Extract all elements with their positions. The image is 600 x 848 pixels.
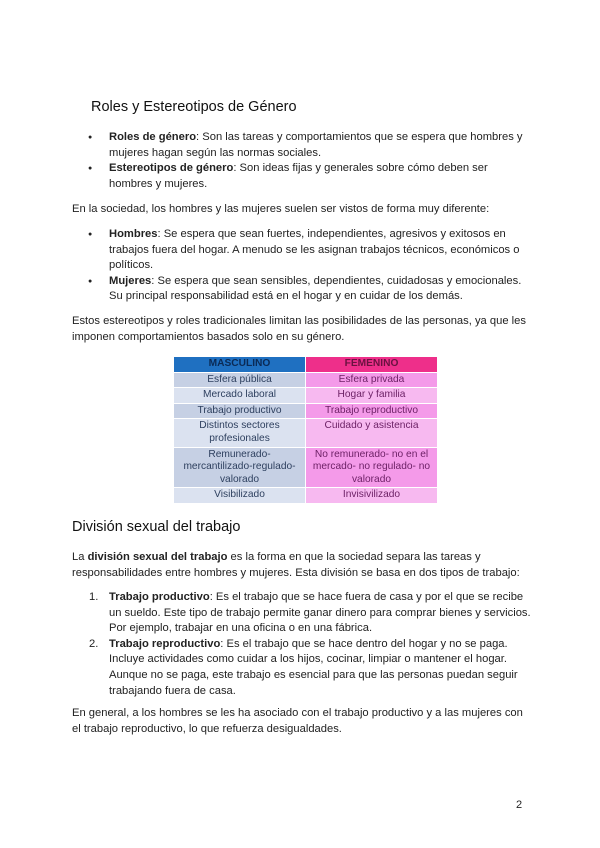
division-intro (72, 550, 532, 581)
cell-femenino: Invisivilizado (306, 488, 438, 504)
term: Mujeres (109, 274, 152, 287)
view-text: : Se espera que sean sensibles, dependientes, cuidadosas y emocionales. Su principal responsabilidad está en el hogar y en cuidar de los demás. (109, 274, 522, 303)
work-types-list (72, 590, 532, 699)
page-number: 2 (516, 799, 523, 811)
cell-masculino: Trabajo productivo (174, 403, 306, 419)
list-item (72, 227, 532, 274)
section-title-division: División sexual del trabajo (72, 519, 241, 535)
section-title-roles: Roles y Estereotipos de Género (91, 99, 297, 115)
intro-post: es la forma en que la sociedad separa las tareas y responsabilidades entre hombres y mujeres. Esta división se basa en dos tipos de trabajo: (72, 551, 520, 579)
cell-masculino: Remunerado- mercantilizado-regulado- valorado (174, 447, 306, 488)
cell-femenino: Esfera privada (306, 372, 438, 388)
header-masculino: MASCULINO (174, 357, 306, 373)
table-row (174, 372, 438, 388)
intro-paragraph: En la sociedad, los hombres y las mujeres suelen ser vistos de forma muy diferente: (72, 203, 490, 215)
item-number: 2. (89, 637, 99, 650)
cell-femenino: Hogar y familia (306, 388, 438, 404)
definition-text: : Son las tareas y comportamientos que se espera que hombres y mujeres hagan según las normas sociales. (109, 131, 523, 159)
table-row (174, 403, 438, 419)
cell-femenino: Trabajo reproductivo (306, 403, 438, 419)
definitions-list (72, 130, 532, 192)
division-conclusion: En general, a los hombres se les ha asociado con el trabajo productivo y a las mujeres con el trabajo reproductivo, lo que refuerza desigualdades. (72, 707, 523, 735)
list-item (72, 161, 532, 192)
term: Hombres (109, 228, 158, 240)
cell-masculino: Esfera pública (174, 372, 306, 388)
roles-table (173, 356, 438, 504)
list-item (72, 590, 532, 637)
view-text: : Se espera que sean fuertes, independientes, agresivos y exitosos en trabajos fuera del hogar. A menudo se les asignan trabajos técnicos, económicos o políticos. (109, 228, 520, 272)
table-header-row (174, 357, 438, 373)
term: Estereotipos de género (109, 162, 234, 175)
intro-pre: La (72, 551, 88, 563)
cell-masculino: Distintos sectores profesionales (174, 419, 306, 447)
list-item (72, 637, 532, 699)
term: Roles de género (109, 131, 197, 143)
conclusion-paragraph: Estos estereotipos y roles tradicionales limitan las posibilidades de las personas, ya que les imponen comportamientos basados solo en su género. (72, 315, 526, 343)
views-list (72, 227, 532, 305)
header-femenino: FEMENINO (306, 357, 438, 373)
cell-femenino: Cuidado y asistencia (306, 419, 438, 447)
table-row (174, 488, 438, 504)
term: Trabajo productivo (109, 591, 210, 603)
cell-femenino: No remunerado- no en el mercado- no regulado- no valorado (306, 447, 438, 488)
list-item (72, 274, 532, 305)
type-text: : Es el trabajo que se hace fuera de casa y por el que se recibe un sueldo. Este tipo de trabajo permite ganar dinero para comprar bienes y servicios. Por ejemplo, trabajar en una oficina o en una fábrica. (109, 591, 531, 635)
cell-masculino: Visibilizado (174, 488, 306, 504)
type-text: : Es el trabajo que se hace dentro del hogar y no se paga. Incluye actividades como cuidar a los hijos, cocinar, limpiar o mantener el hogar. Aunque no se paga, este trabajo es esencial para que las personas puedan seguir trabajando fuera de casa. (109, 637, 518, 697)
item-number: 1. (89, 591, 99, 603)
table-row (174, 388, 438, 404)
cell-masculino: Mercado laboral (174, 388, 306, 404)
list-item (72, 130, 532, 161)
definition-text: : Son ideas fijas y generales sobre cómo deben ser hombres y mujeres. (109, 162, 488, 190)
table-row (174, 447, 438, 488)
term: división sexual del trabajo (87, 551, 228, 563)
term: Trabajo reproductivo (109, 637, 221, 650)
table-row (174, 419, 438, 447)
